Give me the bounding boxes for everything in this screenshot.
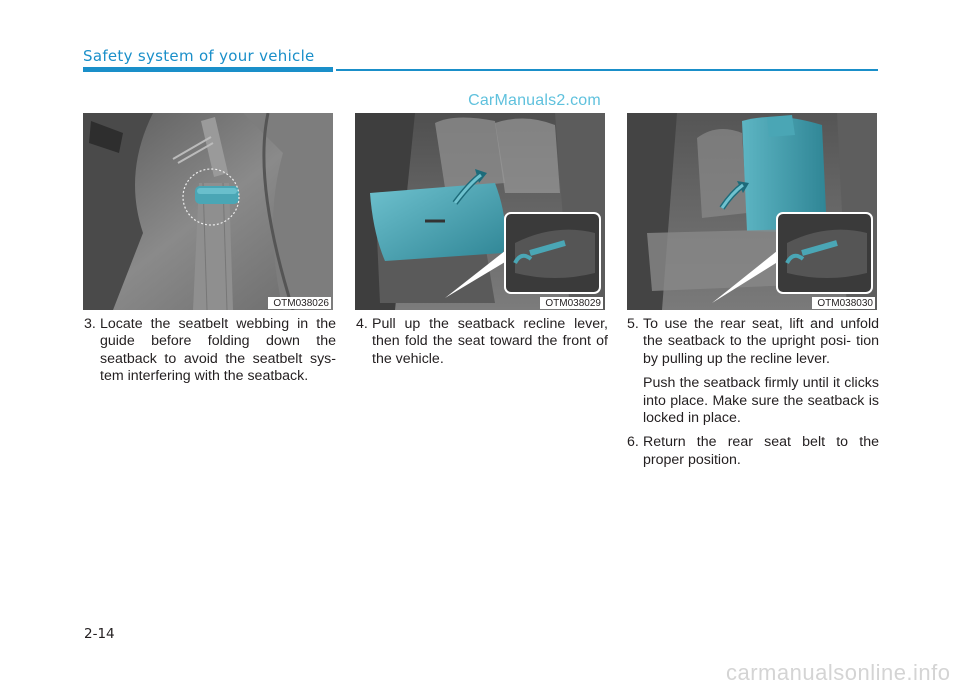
page-number: 2-14 bbox=[84, 626, 115, 642]
figure-unfold-seat bbox=[627, 113, 877, 310]
step-5: 5. To use the rear seat, lift and unfold the seatback to the upright posi- tion by pulling up the recline lever. bbox=[627, 316, 879, 367]
figure-code: OTM038029 bbox=[540, 297, 603, 309]
figure-code: OTM038026 bbox=[268, 297, 331, 309]
step-6: 6. Return the rear seat belt to the proper position. bbox=[627, 434, 879, 468]
figure-code: OTM038030 bbox=[812, 297, 875, 309]
figure-fold-seat bbox=[355, 113, 605, 310]
step-3: 3. Locate the seatbelt webbing in the guide before folding down the seatback to avoid the seatbelt sys- tem interfering with the seatback. bbox=[84, 316, 336, 385]
step-4: 4. Pull up the seatback recline lever, then fold the seat toward the front of the vehicle. bbox=[356, 316, 608, 367]
column-1 bbox=[84, 316, 336, 393]
header-rule-thin bbox=[336, 69, 878, 71]
section-title: Safety system of your vehicle bbox=[83, 47, 315, 65]
column-3 bbox=[627, 316, 879, 476]
watermark-top: CarManuals2.com bbox=[468, 92, 601, 109]
column-2 bbox=[356, 316, 608, 375]
header-rule-thick bbox=[83, 67, 333, 72]
watermark-bottom: carmanualsonline.info bbox=[726, 660, 951, 685]
figure-seatbelt-guide bbox=[83, 113, 333, 310]
step-5-note: Push the seatback firmly until it clicks into place. Make sure the seatback is locked in place. bbox=[643, 375, 879, 427]
